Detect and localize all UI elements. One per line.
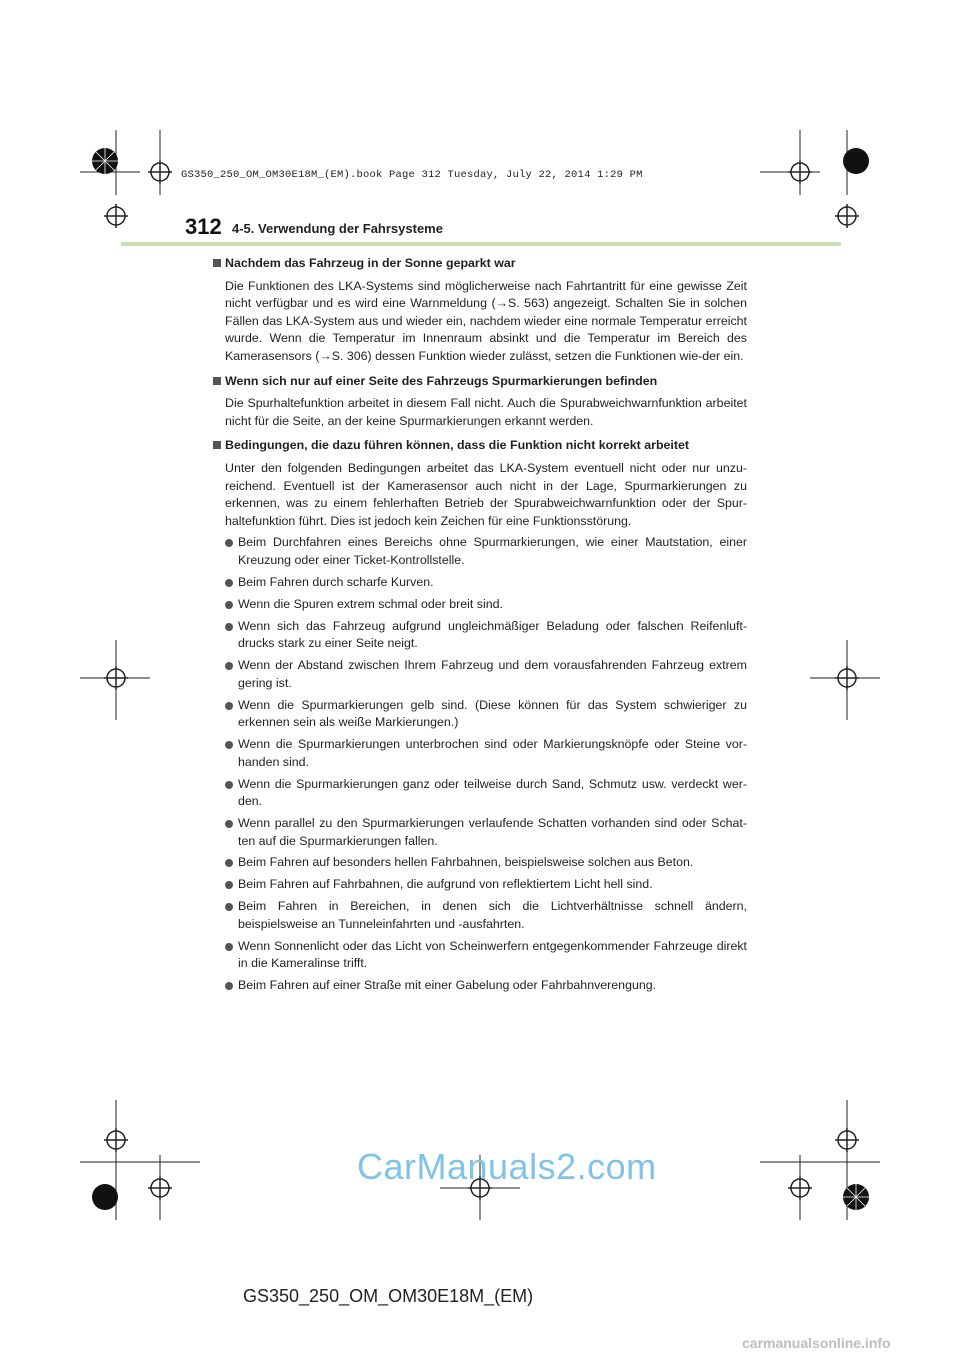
round-bullet-icon [225, 859, 233, 867]
list-item: Beim Fahren auf Fahrbahnen, die aufgrund von reflektiertem Licht hell sind. [213, 876, 747, 894]
list-item: Wenn die Spurmarkierungen ganz oder teilweise durch Sand, Schmutz usw. verdeckt wer-den. [213, 776, 747, 811]
section-heading: Nachdem das Fahrzeug in der Sonne geparkt war [213, 255, 747, 273]
list-item: Wenn die Spurmarkierungen unterbrochen sind oder Markierungsknöpfe oder Steine vor-handen sind. [213, 736, 747, 771]
square-bullet-icon [213, 377, 221, 385]
round-bullet-icon [225, 982, 233, 990]
section-malfunction-conditions [213, 437, 747, 994]
list-item: Beim Fahren auf einer Straße mit einer Gabelung oder Fahrbahnverengung. [213, 977, 747, 995]
section-paragraph: Die Spurhaltefunktion arbeitet in diesem Fall nicht. Auch die Spurabweichwarnfunktion arbeitet nicht für die Seite, an der keine Spurmarkierungen erkannt werden. [225, 396, 747, 428]
section-paragraph: Die Funktionen des LKA-Systems sind möglicherweise nach Fahrtantritt für eine gewisse Zeit nicht verfügbar und es wird eine Warnmeldung (→S. 563) angezeigt. Schalten Sie in solchen Fällen das LKA-System aus und wieder ein, nachdem wieder eine normale Temperatur erreicht wurde. Wenn die Temperatur im Innenraum absinkt und die Temperatur im Bereich des Kamerasensors (→S. 306) dessen Funktion wieder zulässt, setzen die Funktionen wie-der ein. [225, 278, 747, 363]
section-title: 4-5. Verwendung der Fahrsysteme [232, 221, 443, 236]
round-bullet-icon [225, 903, 233, 911]
section-sun-parked [213, 255, 747, 366]
list-item: Wenn die Spuren extrem schmal oder breit sind. [213, 596, 747, 614]
round-bullet-icon [225, 623, 233, 631]
round-bullet-icon [225, 820, 233, 828]
section-one-side-markings [213, 373, 747, 431]
round-bullet-icon [225, 662, 233, 670]
round-bullet-icon [225, 943, 233, 951]
list-item: Wenn parallel zu den Spurmarkierungen verlaufende Schatten vorhanden sind oder Schat-ten auf die Spurmarkierungen fallen. [213, 815, 747, 850]
square-bullet-icon [213, 259, 221, 267]
section-heading: Wenn sich nur auf einer Seite des Fahrzeugs Spurmarkierungen befinden [213, 373, 747, 391]
print-slug: GS350_250_OM_OM30E18M_(EM).book Page 312 Tuesday, July 22, 2014 1:29 PM [181, 169, 643, 181]
section-heading: Bedingungen, die dazu führen können, dass die Funktion nicht korrekt arbeitet [213, 437, 747, 455]
header-rule [121, 242, 841, 246]
list-item: Wenn die Spurmarkierungen gelb sind. (Diese können für das System schwieriger zu erkennen sein als weiße Markierungen.) [213, 697, 747, 732]
page-content [213, 255, 747, 1002]
round-bullet-icon [225, 539, 233, 547]
list-item: Beim Durchfahren eines Bereichs ohne Spurmarkierungen, wie einer Mautstation, einer Kreuzung oder einer Ticket-Kontrollstelle. [213, 534, 747, 569]
watermark-carmanuals2: CarManuals2.com [357, 1146, 657, 1187]
round-bullet-icon [225, 881, 233, 889]
footer-manual-code: GS350_250_OM_OM30E18M_(EM) [243, 1286, 534, 1306]
list-item: Beim Fahren in Bereichen, in denen sich die Lichtverhältnisse schnell ändern, beispielsweise an Tunneleinfahrten und -ausfahrten. [213, 898, 747, 933]
round-bullet-icon [225, 741, 233, 749]
list-item: Wenn sich das Fahrzeug aufgrund ungleichmäßiger Beladung oder falschen Reifenluft-drucks stark zu einer Seite neigt. [213, 618, 747, 653]
watermark-carmanualsonline: carmanualsonline.info [742, 1335, 891, 1351]
round-bullet-icon [225, 781, 233, 789]
section-paragraph: Unter den folgenden Bedingungen arbeitet das LKA-System eventuell nicht oder nur unzu-reichend. Eventuell ist der Kamerasensor auch nicht in der Lage, Spurmarkierungen zu erkennen, was zu einem fehlerhaften Betrieb der Spurabweichwarnfunktion oder der Spur-haltefunktion führt. Dies ist jedoch kein Zeichen für eine Funktionsstörung. [225, 460, 747, 528]
round-bullet-icon [225, 702, 233, 710]
square-bullet-icon [213, 441, 221, 449]
list-item: Beim Fahren auf besonders hellen Fahrbahnen, beispielsweise solchen aus Beton. [213, 854, 747, 872]
round-bullet-icon [225, 601, 233, 609]
condition-list [213, 534, 747, 995]
list-item: Wenn Sonnenlicht oder das Licht von Scheinwerfern entgegenkommender Fahrzeuge direkt in die Kameralinse trifft. [213, 938, 747, 973]
round-bullet-icon [225, 579, 233, 587]
list-item: Beim Fahren durch scharfe Kurven. [213, 574, 747, 592]
list-item: Wenn der Abstand zwischen Ihrem Fahrzeug und dem vorausfahrenden Fahrzeug extrem gering ist. [213, 657, 747, 692]
page-number: 312 [185, 214, 222, 239]
